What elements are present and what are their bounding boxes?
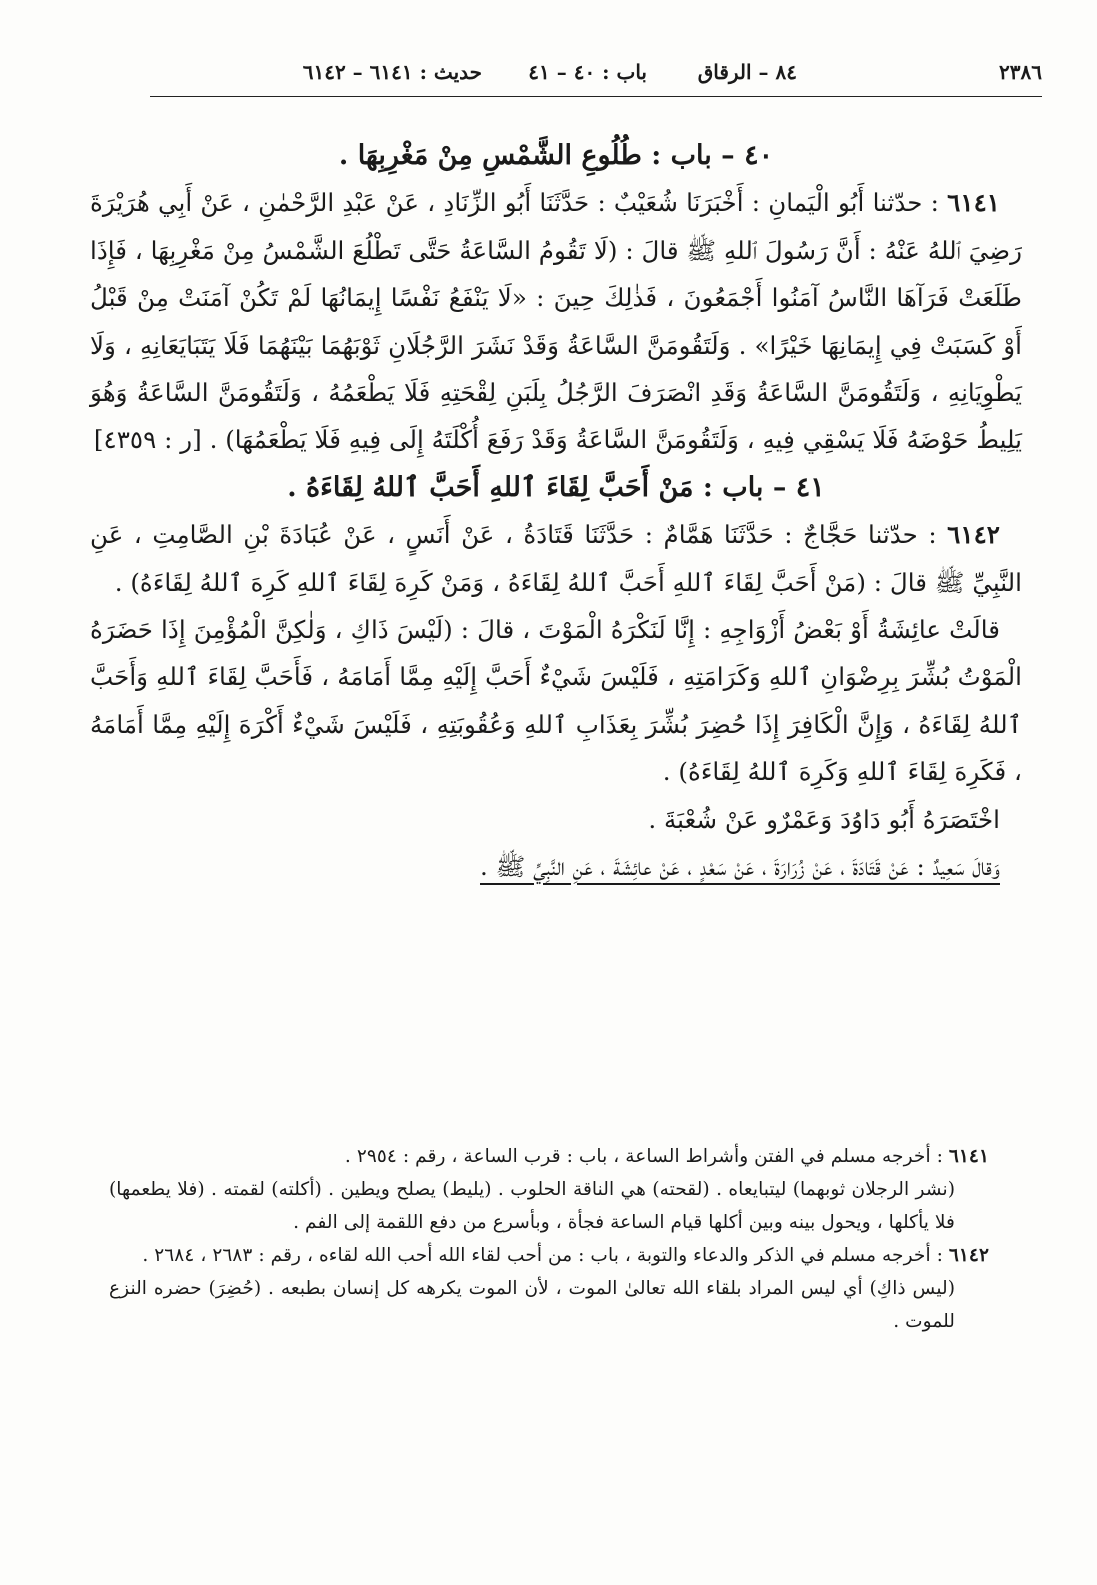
hadith-text: : حدّثنا أَبُو الْيَمانِ : أَخْبَرَنَا شُعَيْبٌ : حَدَّثَنَا أَبُو الزِّنَادِ ، عَنْ عَبْدِ الرَّحْمٰنِ ، عَنْ أَبِي هُرَيْرَةَ رَضِيَ ٱللهُ عَنْهُ : أَنَّ رَسُولَ ٱللهِ ﷺ قالَ : (لَا تَقُومُ السَّاعَةُ حَتَّى تَطْلُعَ الشَّمْسُ مِنْ مَغْرِبِهَا ، فَإِذَا طَلَعَتْ فَرَآهَا النَّاسُ آمَنُوا أَجْمَعُونَ ، فَذٰلِكَ حِينَ : «لَا يَنْفَعُ نَفْسًا إِيمَانُهَا لَمْ تَكُنْ آمَنَتْ مِنْ قَبْلُ أَوْ كَسَبَتْ فِي إِيمَانِهَا خَيْرًا» . وَلَتَقُومَنَّ السَّاعَةُ وَقَدْ نَشَرَ الرَّجُلَانِ ثَوْبَهُمَا بَيْنَهُمَا فَلَا يَتَبَايَعَانِهِ ، وَلَا يَطْوِيَانِهِ ، وَلَتَقُومَنَّ السَّاعَةُ وَقَدِ انْصَرَفَ الرَّجُلُ بِلَبَنِ لِقْحَتِهِ فَلَا يَطْعَمُهُ ، وَلَتَقُومَنَّ السَّاعَةُ وَهُوَ يَلِيطُ حَوْضَهُ فَلَا يَسْقِي فِيهِ ، وَلَتَقُومَنَّ السَّاعَةُ وَقَدْ رَفَعَ أُكْلَتَهُ إِلَى فِيهِ فَلَا يَطْعَمُهَا) . [ر : ٤٣٥٩] bbox=[90, 188, 1022, 455]
footnote-number: ٦١٤١ bbox=[948, 1145, 989, 1167]
running-header bbox=[150, 56, 1042, 97]
hadith-6142 bbox=[90, 511, 1022, 606]
footnote-gloss: (ليس ذاكِ) أي ليس المراد بلقاء الله تعالىٰ الموت ، لأن الموت يكرهه كل إنسان بطبعه . (حُضِرَ) حضره النزع للموت . bbox=[109, 1278, 955, 1332]
footnote-6141 bbox=[109, 1140, 989, 1173]
footnote-number: ٦١٤٢ bbox=[948, 1244, 989, 1266]
footnotes bbox=[109, 1140, 989, 1338]
hadith-text: : حدّثنا حَجَّاجٌ : حَدَّثَنَا هَمَّامٌ : حَدَّثَنَا قَتَادَةُ ، عَنْ أَنَسٍ ، عَنْ عُبَادَةَ بْنِ الصَّامِتِ ، عَنِ النَّبِيِّ ﷺ قالَ : (مَنْ أَحَبَّ لِقَاءَ ٱللهِ أَحَبَّ ٱللهُ لِقَاءَهُ ، وَمَنْ كَرِهَ لِقَاءَ ٱللهِ كَرِهَ ٱللهُ لِقَاءَهُ) . bbox=[90, 520, 1022, 597]
hadith-number: ٦١٤١ bbox=[947, 188, 1000, 218]
narration-chain: وَقالَ سَعِيدٌ : عَنْ قَتَادَةَ ، عَنْ زُرَارَةَ ، عَنْ سَعْدٍ ، عَنْ عائِشَةَ ، عَنِ النَّبِيِّ ﷺ . bbox=[480, 852, 1000, 882]
footnote-source: : أخرجه مسلم في الفتن وأشراط الساعة ، باب : قرب الساعة ، رقم : ٢٩٥٤ . bbox=[344, 1146, 943, 1167]
main-text bbox=[90, 132, 1022, 891]
bab-range: باب : ٤٠ – ٤١ bbox=[528, 60, 647, 84]
footnote-gloss: (نشر الرجلان ثوبهما) ليتبايعاه . (لقحته) هي الناقة الحلوب . (يليط) يصلح ويطين . (أكلته) لقمته . (فلا يطعمها) فلا يأكلها ، ويحول بينه وبين أكلها قيام الساعة فجأة ، وبأسرع من دفع اللقمة إلى الفم . bbox=[109, 1179, 955, 1233]
hadith-abbreviation-note: اخْتَصَرَهُ أَبُو دَاوُدَ وَعَمْرٌو عَنْ شُعْبَةَ . bbox=[648, 804, 1000, 834]
hadith-range: حديث : ٦١٤١ – ٦١٤٢ bbox=[302, 60, 482, 84]
hadith-6141 bbox=[90, 179, 1022, 463]
chapter-title-41: ٤١ – باب : مَنْ أَحَبَّ لِقَاءَ ٱللهِ أَحَبَّ ٱللهُ لِقَاءَهُ . bbox=[287, 471, 825, 503]
book-title: ٨٤ – الرقاق bbox=[697, 60, 797, 84]
hadith-continuation: قالَتْ عائِشَةُ أَوْ بَعْضُ أَزْوَاجِهِ : إِنَّا لَنَكْرَهُ الْمَوْتَ ، قالَ : (لَيْسَ ذَاكِ ، وَلٰكِنَّ الْمُؤْمِنَ إِذَا حَضَرَهُ الْمَوْتُ بُشِّرَ بِرِضْوَانِ ٱللهِ وَكَرَامَتِهِ ، فَلَيْسَ شَيْءٌ أَحَبَّ إِلَيْهِ مِمَّا أَمَامَهُ ، فَأَحَبَّ لِقَاءَ ٱللهِ وَأَحَبَّ ٱللهُ لِقَاءَهُ ، وَإِنَّ الْكَافِرَ إِذَا حُضِرَ بُشِّرَ بِعَذَابِ ٱللهِ وَعُقُوبَتِهِ ، فَلَيْسَ شَيْءٌ أَكْرَهَ إِلَيْهِ مِمَّا أَمَامَهُ ، فَكَرِهَ لِقَاءَ ٱللهِ وَكَرِهَ ٱللهُ لِقَاءَهُ) . bbox=[90, 615, 1022, 787]
footnote-source: : أخرجه مسلم في الذكر والدعاء والتوبة ، باب : من أحب لقاء الله أحب الله لقاءه ، رقم : ٢٦٨٣ ، ٢٦٨٤ . bbox=[142, 1245, 943, 1266]
page-number: ٢٣٨٦ bbox=[999, 60, 1042, 84]
hadith-number: ٦١٤٢ bbox=[947, 520, 1000, 550]
chapter-title-40: ٤٠ – باب : طُلُوعِ الشَّمْسِ مِنْ مَغْرِبِهَا . bbox=[338, 140, 774, 171]
footnote-6142 bbox=[109, 1239, 989, 1272]
